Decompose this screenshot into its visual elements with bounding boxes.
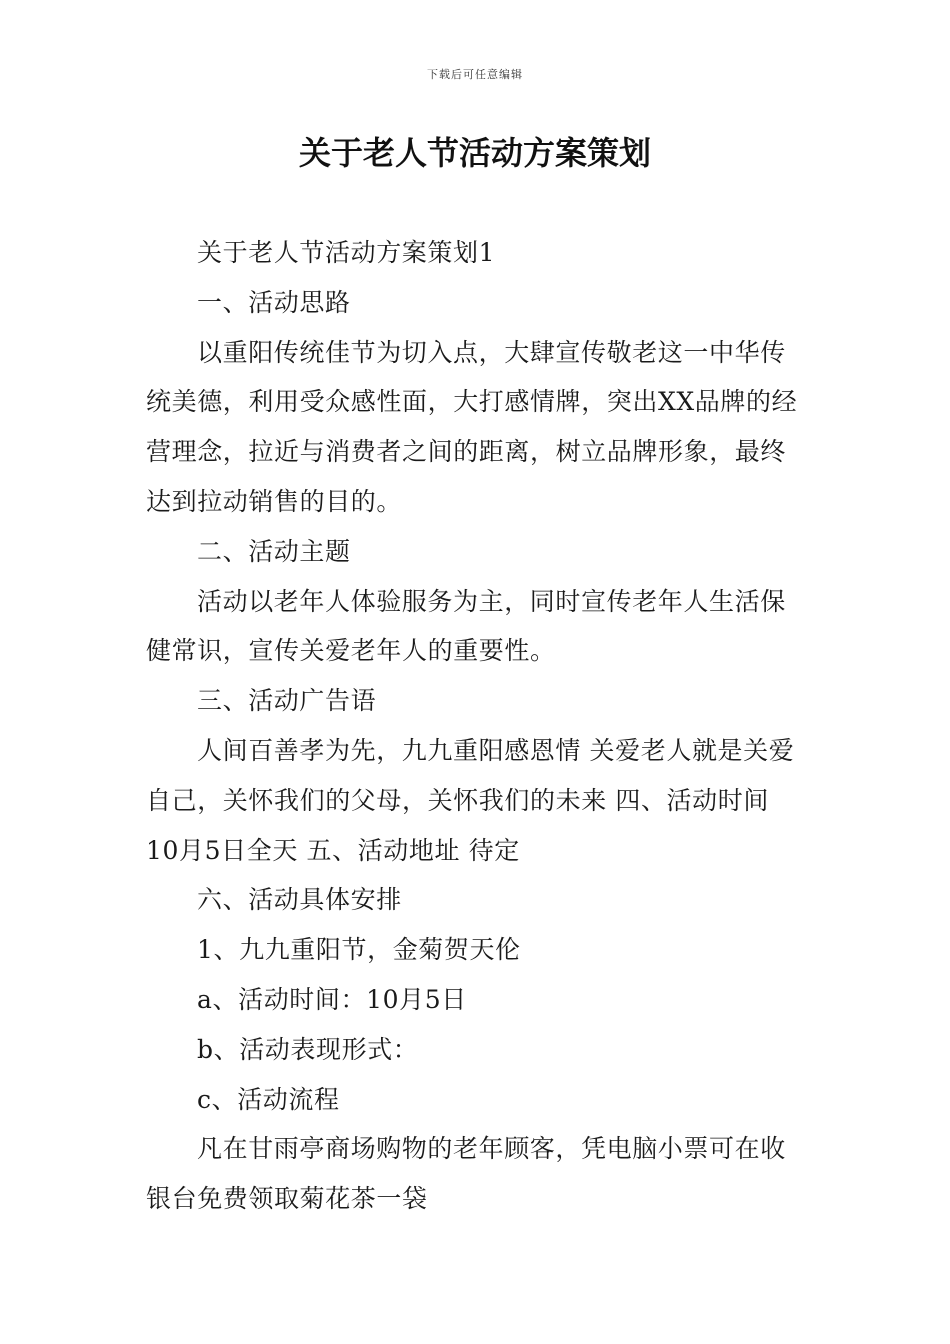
paragraph: 活动以老年人体验服务为主，同时宣传老年人生活保健常识，宣传关爱老年人的重要性。 [146,586,786,666]
list-item: 1、九九重阳节，金菊贺天伦 [197,935,521,965]
section-heading: 一、活动思路 [197,287,351,317]
list-item: a、活动时间：10月5日 [197,984,467,1014]
section-heading: 二、活动主题 [197,536,351,566]
section-heading: 六、活动具体安排 [197,885,402,915]
paragraph: 关于老人节活动方案策划1 [197,238,496,267]
list-item: b、活动表现形式： [197,1034,419,1064]
section-heading: 三、活动广告语 [197,686,377,716]
document-body [146,228,808,1224]
paragraph: 以重阳传统佳节为切入点，大肆宣传敬老这一中华传统美德，利用受众感性面，大打感情牌，突出XX品牌的经营理念，拉近与消费者之间的距离，树立品牌形象，最终达到拉动销售的目的。 [146,337,798,516]
paragraph: 人间百善孝为先，九九重阳感恩情 关爱老人就是关爱自己，关怀我们的父母，关怀我们的未来 四、活动时间 10月5日全天 五、活动地址 待定 [146,735,795,865]
list-item: c、活动流程 [197,1084,340,1114]
header-note: 下载后可任意编辑 [427,68,523,81]
document-title: 关于老人节活动方案策划 [298,134,651,172]
paragraph: 凡在甘雨亭商场购物的老年顾客，凭电脑小票可在收银台免费领取菊花茶一袋 [146,1134,786,1214]
